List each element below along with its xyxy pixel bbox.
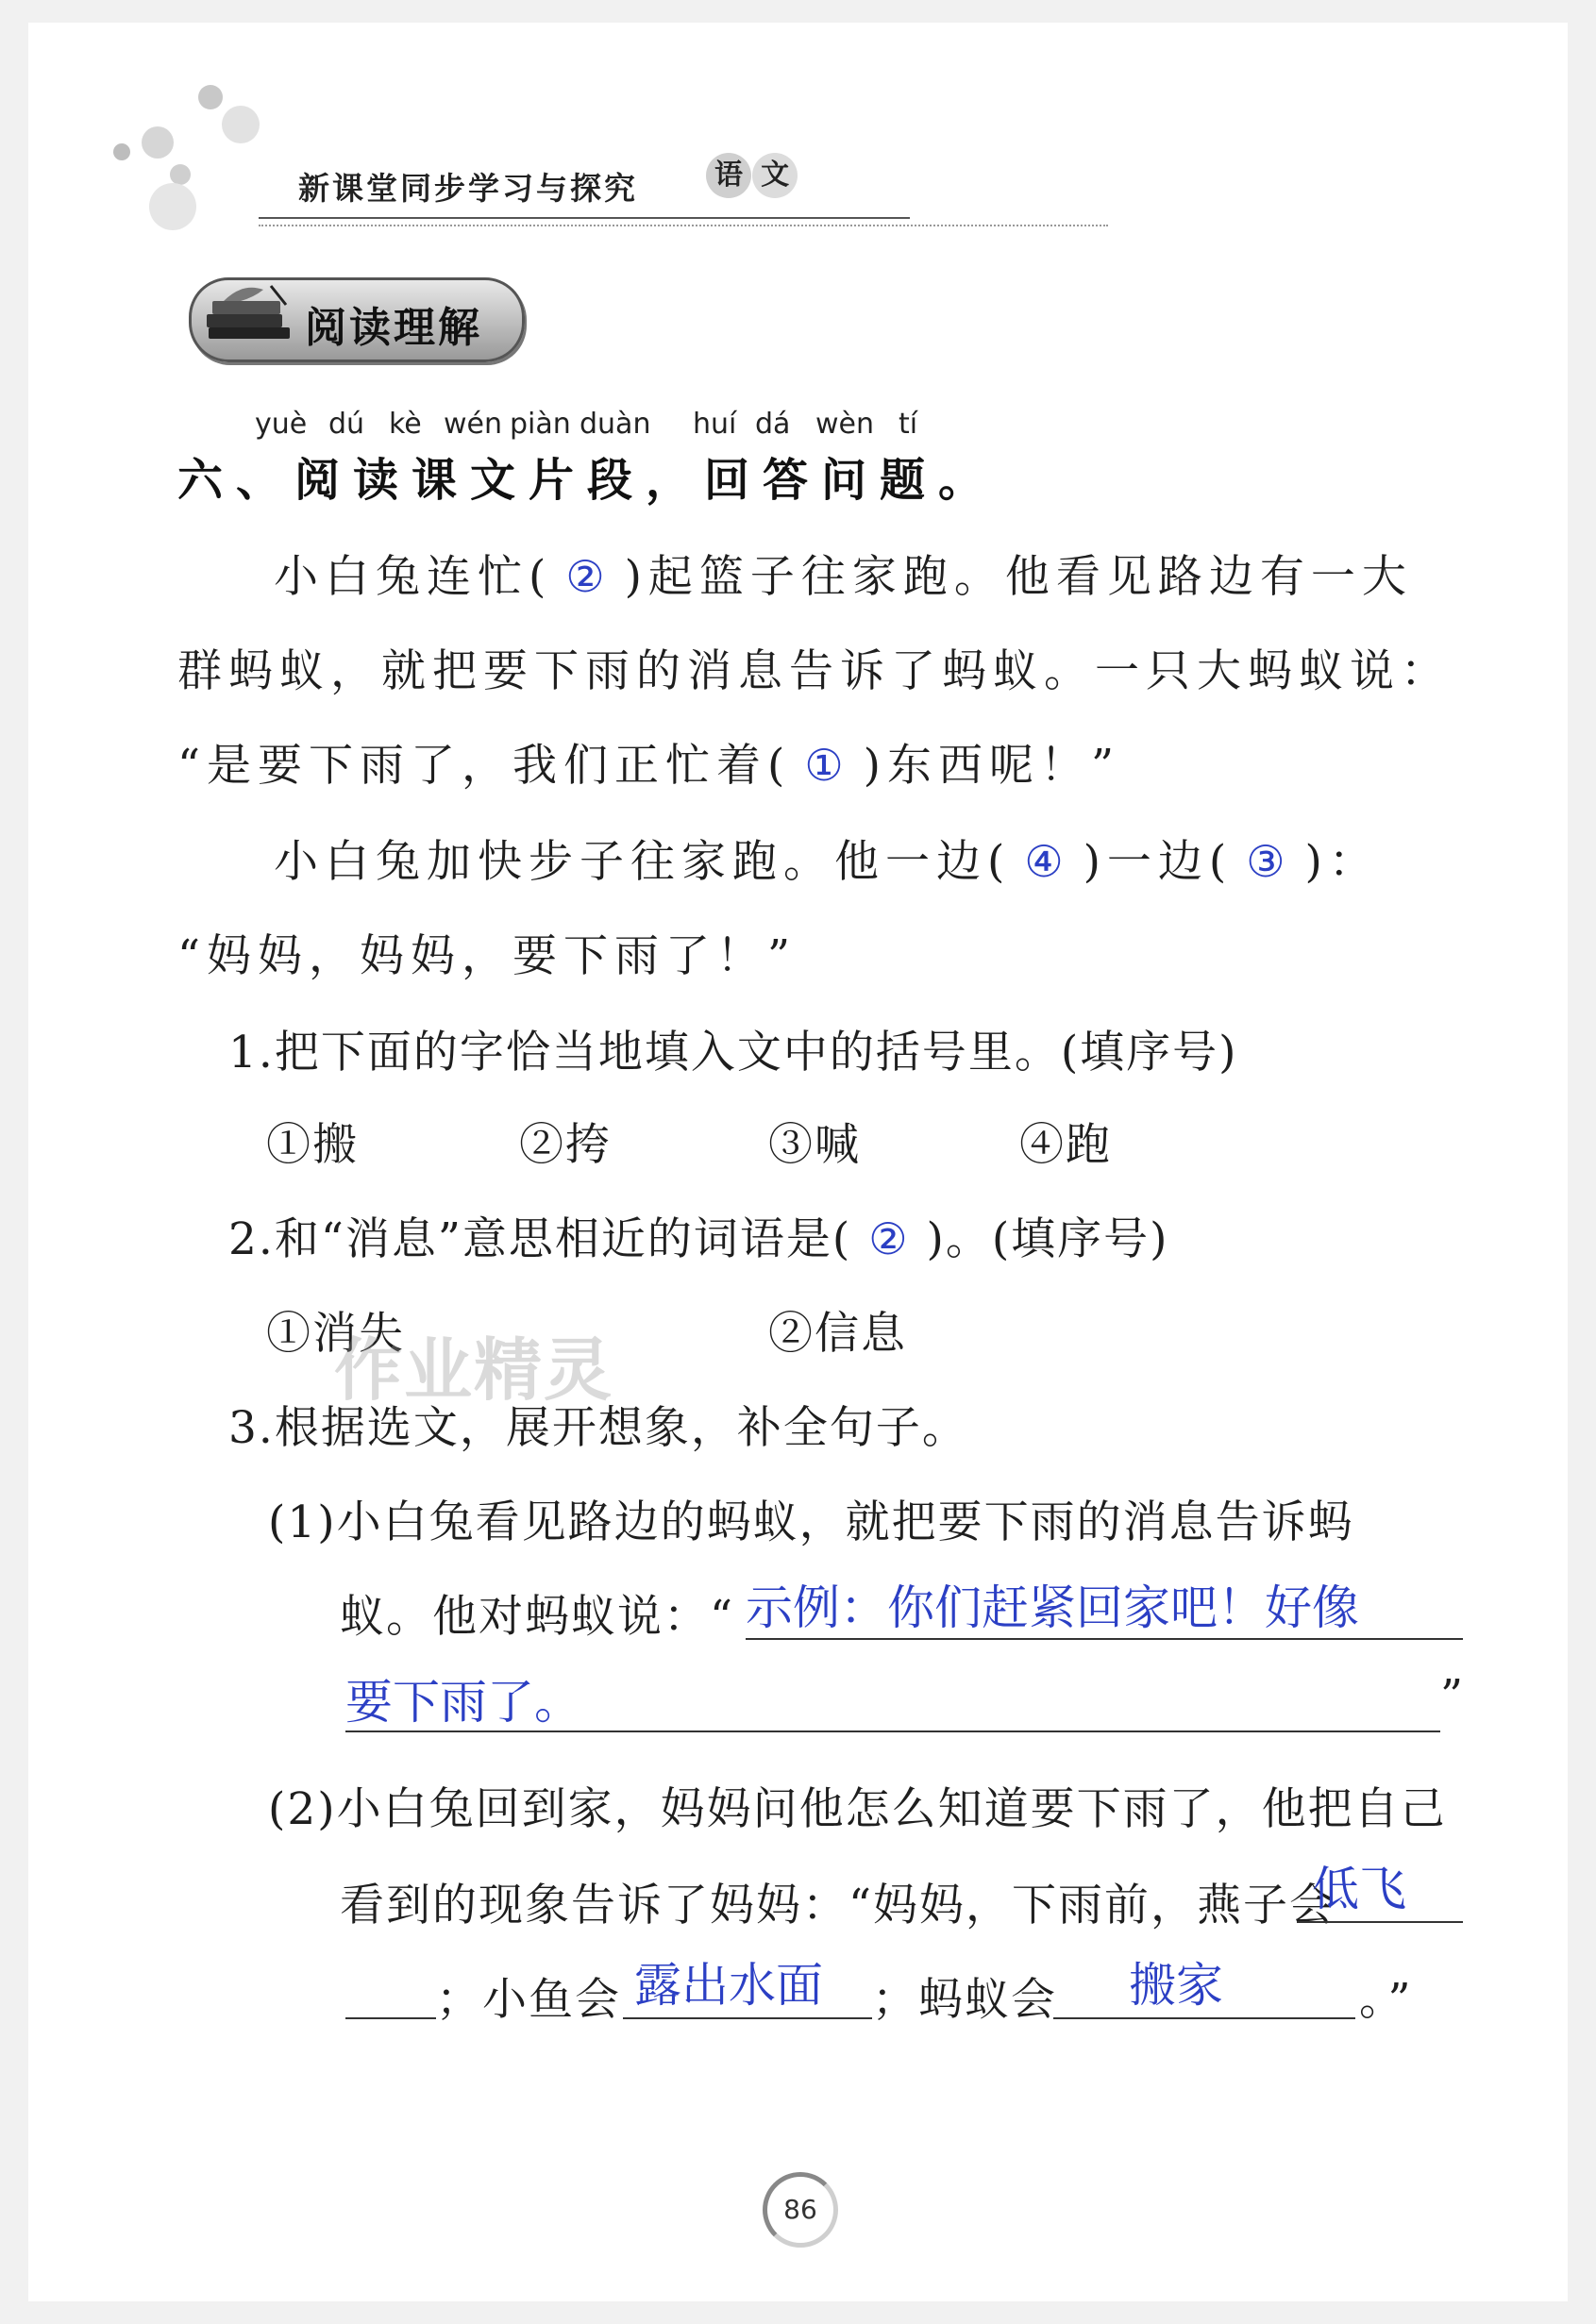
fish-answer: 露出水面: [634, 1958, 823, 2013]
q3-sub2-sep: ；小鱼会: [436, 1974, 621, 2026]
pinyin-syllable: yuè: [255, 408, 308, 441]
answer-blank: ②: [868, 1213, 910, 1264]
answer-underline: [345, 1730, 1440, 1732]
question-3: 3.根据选文，展开想象，补全句子。: [228, 1402, 968, 1454]
answer-blank: ④: [1024, 836, 1070, 887]
q3-sub1-line: (1)小白兔看见路边的蚂蚁，就把要下雨的消息告诉蚂: [268, 1496, 1354, 1548]
answer-blank: ②: [565, 551, 612, 602]
q1-option: ③喊: [768, 1119, 861, 1171]
q3-sub1-line: 蚁。他对蚂蚁说：“: [340, 1591, 735, 1643]
pinyin-syllable: dú: [328, 408, 365, 441]
pinyin-syllable: wén: [444, 408, 503, 441]
page-number-badge: [763, 2172, 838, 2248]
q3-sub1-answer: 要下雨了。: [345, 1675, 581, 1730]
badge-label: 阅读理解: [305, 304, 482, 352]
q1-option: ①搬: [266, 1119, 359, 1171]
pinyin-syllable: kè: [389, 408, 422, 441]
worksheet-page: [28, 23, 1568, 2301]
question-2: 2.和“消息”意思相近的词语是( ② )。(填序号): [228, 1213, 1169, 1265]
passage-line: “是要下雨了，我们正忙着( ① )东西呢！”: [177, 740, 1120, 792]
q3-sub1-answer: 示例：你们赶紧回家吧！好像: [746, 1580, 1359, 1635]
q3-sub2-line: (2)小白兔回到家，妈妈问他怎么知道要下雨了，他把自己: [268, 1783, 1447, 1835]
q3-sub2-sep: ；蚂蚁会: [872, 1974, 1057, 2026]
question-1: 1.把下面的字恰当地填入文中的括号里。(填序号): [228, 1027, 1238, 1078]
passage-line: “妈妈，妈妈，要下雨了！”: [177, 930, 798, 982]
answer-blank: ③: [1246, 836, 1292, 887]
book-title: 新课堂同步学习与探究: [298, 170, 638, 207]
answer-blank: ①: [804, 740, 850, 791]
pinyin-syllable: wèn: [815, 408, 875, 441]
section-heading: 六、阅读课文片段，回答问题。: [177, 454, 998, 507]
watermark: 作业精灵: [334, 1330, 614, 1410]
passage-line: 小白兔连忙( ② )起篮子往家跑。他看见路边有一大: [274, 551, 1413, 603]
q2-option: ②信息: [768, 1308, 907, 1360]
answer-underline: [345, 2017, 436, 2019]
pinyin-syllable: dá: [755, 408, 791, 441]
q1-option: ④跑: [1019, 1119, 1112, 1171]
close-quote: ”: [1440, 1670, 1470, 1722]
reading-badge: [189, 277, 525, 362]
header-rule-dotted: [259, 225, 1108, 226]
subject-label: [706, 153, 798, 198]
pinyin-syllable: piàn: [510, 408, 571, 441]
pinyin-syllable: tí: [899, 408, 918, 441]
answer-underline: [1297, 1921, 1463, 1923]
answer-underline: [623, 2017, 872, 2019]
ant-answer: 搬家: [1129, 1958, 1223, 2013]
page-number: 86: [783, 2194, 817, 2225]
subject-char-yu: 语: [706, 153, 751, 198]
passage-line: 群蚂蚁，就把要下雨的消息告诉了蚂蚁。一只大蚂蚁说：: [177, 645, 1452, 697]
books-icon: [195, 276, 309, 352]
answer-underline: [746, 1638, 1463, 1640]
q3-sub2-line: 看到的现象告诉了妈妈：“妈妈，下雨前，燕子会: [340, 1880, 1336, 1931]
header-rule: [259, 217, 910, 219]
passage-line: 小白兔加快步子往家跑。他一边( ④ )一边( ③ )：: [274, 836, 1380, 888]
q1-option: ②挎: [519, 1119, 612, 1171]
pinyin-syllable: duàn: [580, 408, 651, 441]
answer-underline: [1053, 2017, 1355, 2019]
pinyin-syllable: huí: [693, 408, 737, 441]
q2-option: ①消失: [266, 1308, 405, 1360]
swallow-answer: 低飞: [1312, 1862, 1406, 1916]
subject-char-wen: 文: [752, 153, 798, 198]
q3-sub2-end: 。”: [1359, 1974, 1418, 2026]
